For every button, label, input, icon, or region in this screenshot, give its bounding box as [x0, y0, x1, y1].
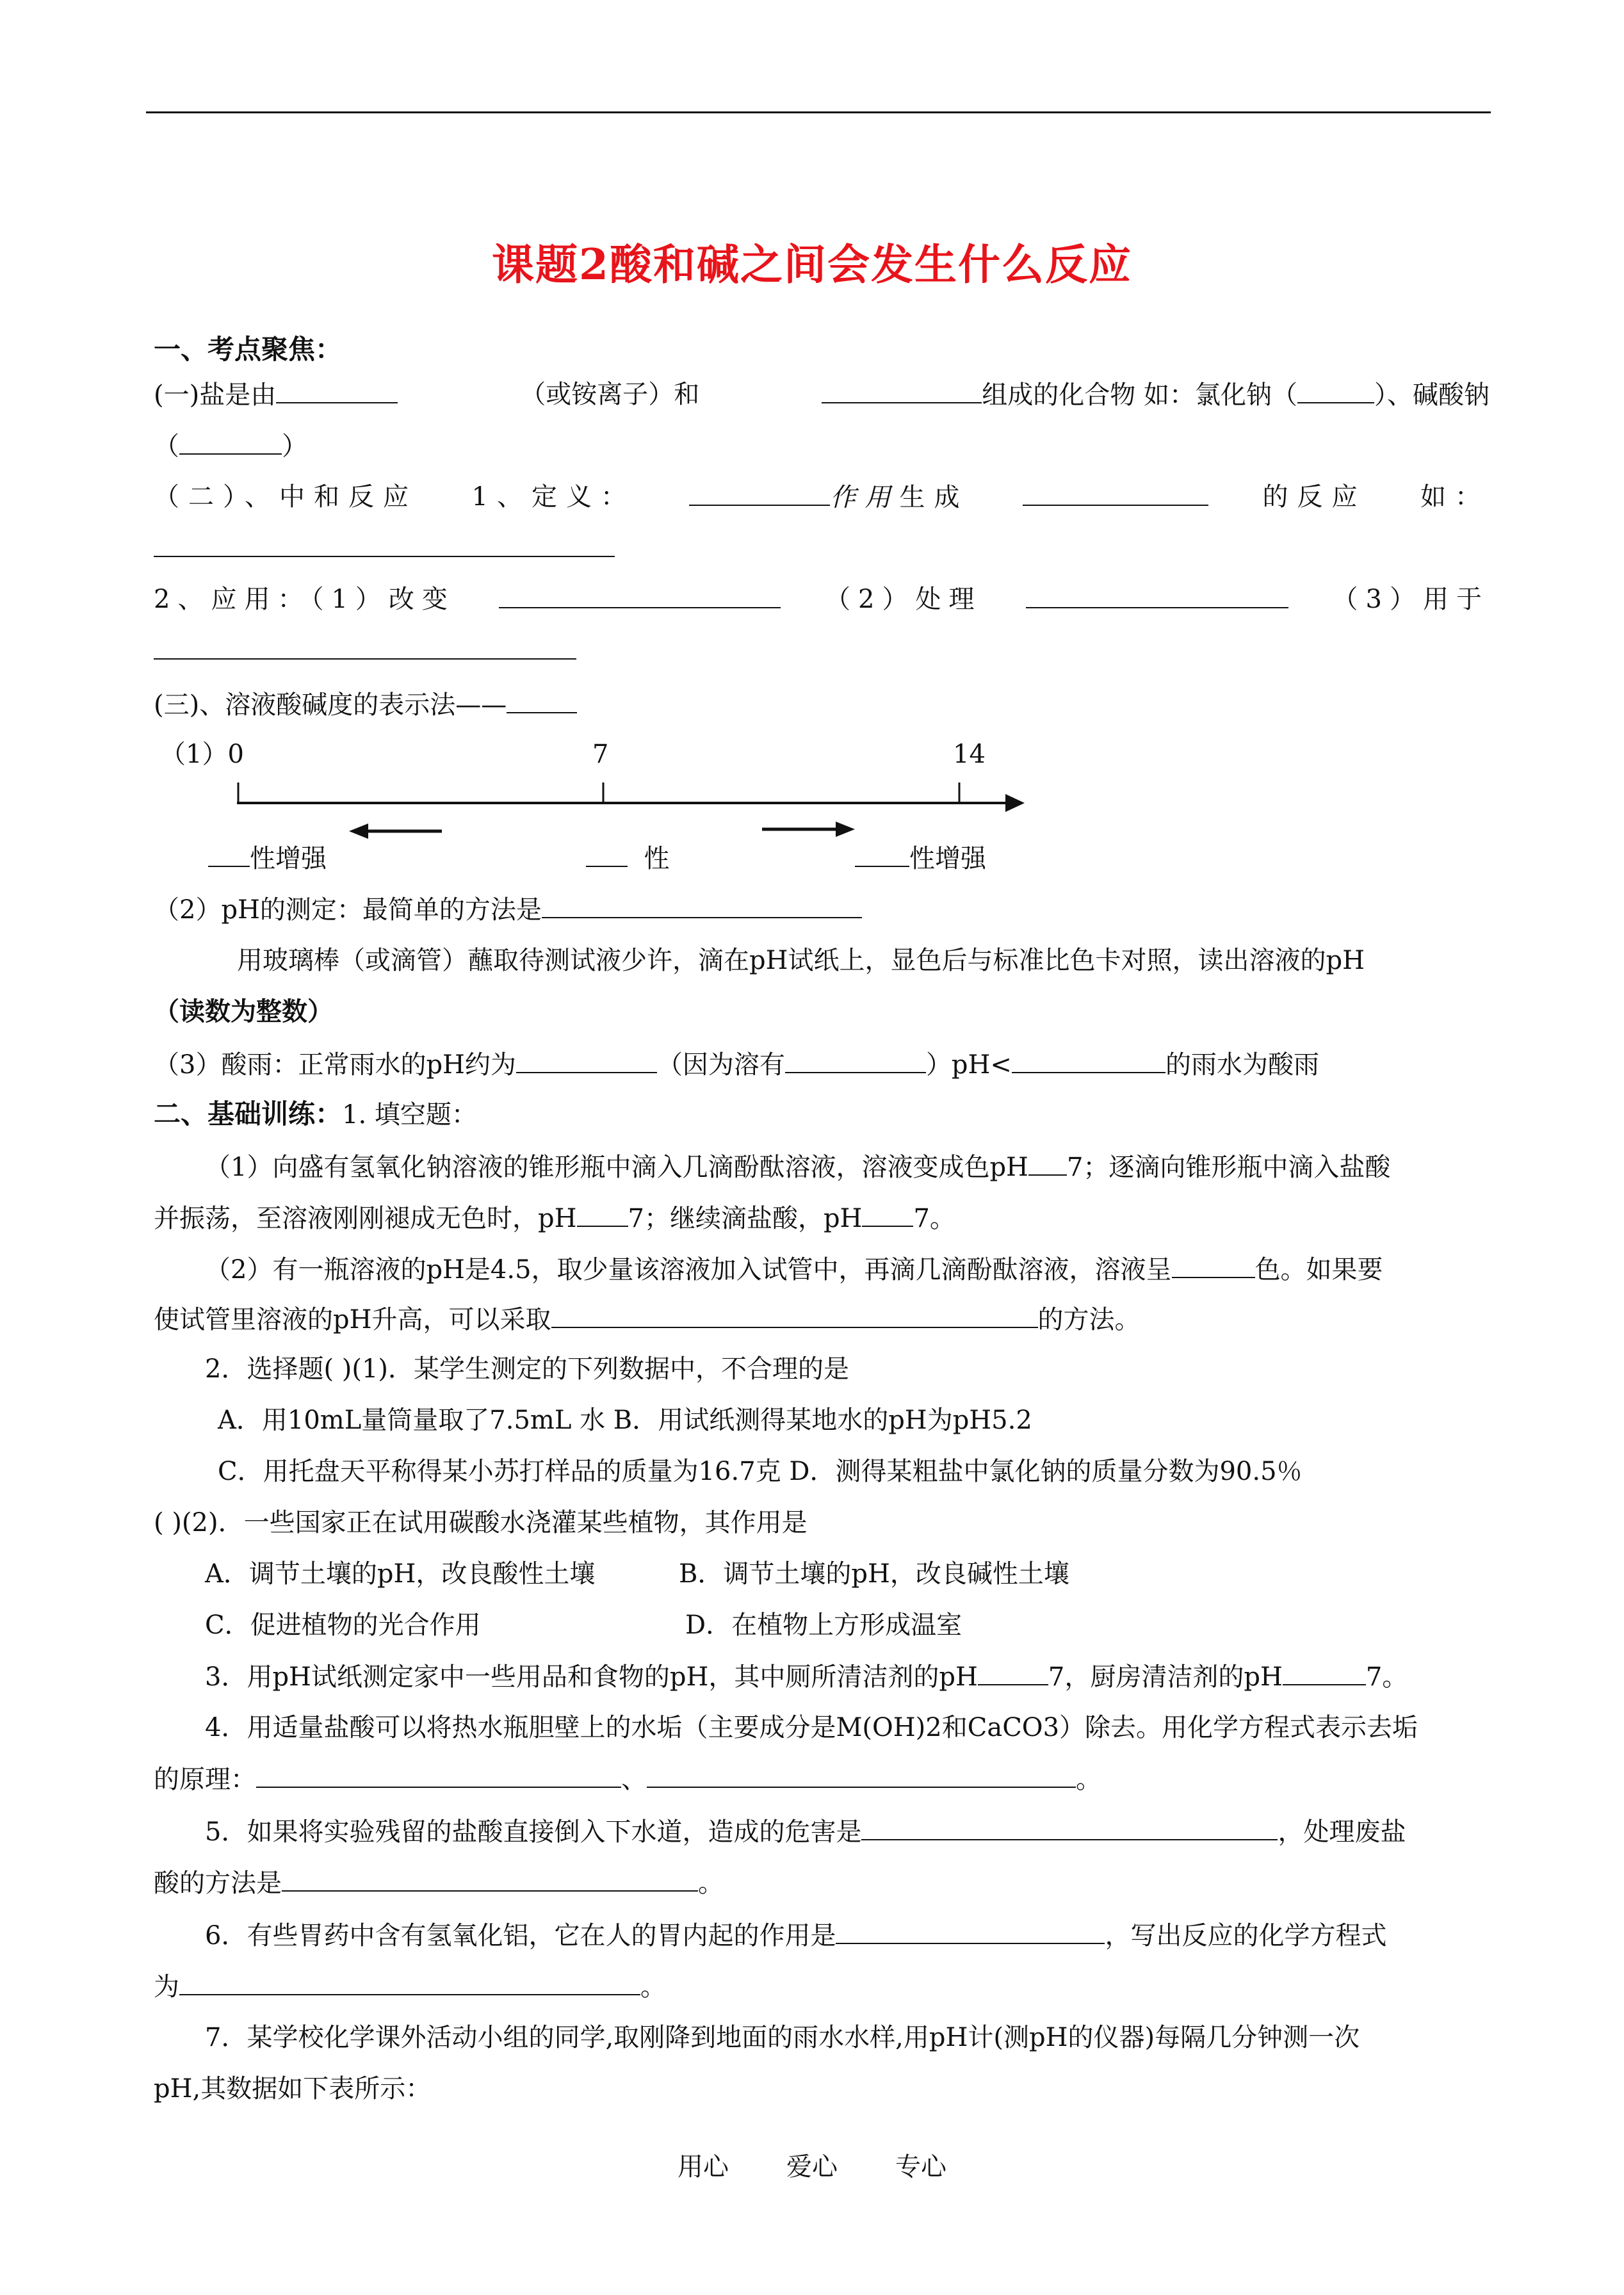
q2-1-options-cd: C．用托盘天平称得某小苏打样品的质量为16.7克 D．测得某粗盐中氯化钠的质量分数为90.5％ [218, 1457, 1303, 1486]
q4-line-2: 的原理： 、 。 [154, 1761, 1490, 1797]
q6-line-2: 为 。 [154, 1968, 1490, 2005]
ph-scale-diagram [0, 0, 1624, 896]
ph-note-line: （读数为整数） [154, 996, 333, 1026]
q4-line-1: 4．用适量盐酸可以将热水瓶胆壁上的水垢（主要成分是M(OH)2和CaCO3）除去。用化学方程式表示去垢 [205, 1713, 1418, 1742]
section-heading-2: 二、基础训练： [154, 1098, 343, 1130]
neutralization-definition: （二）、中和反应 1、定义： 作用生成 的反应 如： [154, 479, 1490, 515]
scale-label-14: 14 [953, 740, 986, 769]
q2-1-options-ab: A．用10mL量筒量取了7.5mL 水 B．用试纸测得某地水的pH为pH5.2 [218, 1406, 1032, 1435]
footer-item: 爱心 [786, 2152, 838, 2182]
scale-center-caption: 性 [586, 840, 1490, 877]
scale-label-0: （1）0 [160, 740, 244, 769]
q6-line-1: 6．有些胃药中含有氢氧化铝，它在人的胃内起的作用是 ，写出反应的化学方程式 [205, 1917, 1490, 1954]
footer-item: 用心 [678, 2152, 729, 2182]
section-heading-1: 一、考点聚焦： [154, 334, 343, 365]
q5-line-2: 酸的方法是 。 [154, 1865, 1490, 1901]
ph-representation-line: (三)、溶液酸碱度的表示法—— [154, 686, 1490, 723]
page-footer [0, 2146, 1624, 2183]
ph-method-line: 用玻璃棒（或滴管）蘸取待测试液少许，滴在pH试纸上，显色后与标准比色卡对照，读出溶液的pH [237, 946, 1365, 975]
q5-line-1: 5．如果将实验残留的盐酸直接倒入下水道，造成的危害是 ，处理废盐 [205, 1813, 1490, 1850]
page-title: 课题2酸和碱之间会发生什么反应 [492, 239, 1132, 289]
scale-left-caption: 性增强 [208, 840, 1490, 877]
q2-2-option-d: D．在植物上方形成温室 [685, 1610, 962, 1640]
footer-item: 专心 [895, 2152, 946, 2182]
salt-definition-line: (一)盐是由 （或铵离子）和 组成的化合物 如：氯化钠（ ）、碱酸钠 [154, 377, 1490, 413]
ph-measure-line: （2）pH的测定：最简单的方法是 [154, 891, 1490, 928]
q1-2-line-2: 使试管里溶液的pH升高，可以采取 的方法。 [154, 1301, 1490, 1338]
q7-line-1: 7．某学校化学课外活动小组的同学,取刚降到地面的雨水水样,用pH计(测pH的仪器)每隔几分钟测一次 [205, 2023, 1360, 2052]
q2-2-title: ( )(2)．一些国家正在试用碳酸水浇灌某些植物，其作用是 [154, 1508, 808, 1537]
q2-2-option-a: A．调节土壤的pH，改良酸性土壤 [205, 1559, 596, 1589]
scale-label-7: 7 [592, 740, 609, 769]
q2-2-option-b: B．调节土壤的pH，改良碱性土壤 [679, 1559, 1069, 1589]
q2-2-option-c: C．促进植物的光合作用 [205, 1610, 481, 1640]
q1-1-line-2: 并振荡，至溶液刚刚褪成无色时，pH 7；继续滴盐酸，pH 7。 [154, 1200, 1490, 1237]
acid-rain-line: （3）酸雨：正常雨水的pH约为 （因为溶有 ）pH< 的雨水为酸雨 [154, 1046, 1490, 1083]
q1-2-line-1: （2）有一瓶溶液的pH是4.5，取少量该溶液加入试管中，再滴几滴酚酞溶液，溶液呈 色。如果要 [205, 1251, 1490, 1288]
q2-title: 2．选择题( )(1)．某学生测定的下列数据中，不合理的是 [205, 1354, 850, 1384]
section-heading-2-line: 二、基础训练：1. 填空题： [154, 1098, 477, 1130]
q7-line-2: pH,其数据如下表所示： [154, 2074, 432, 2104]
q3-line: 3．用pH试纸测定家中一些用品和食物的pH，其中厕所清洁剂的pH 7，厨房清洁剂的pH 7。 [205, 1658, 1490, 1695]
salt-definition-line-2: （ ） [154, 428, 1490, 464]
q1-1-line-1: （1）向盛有氢氧化钠溶液的锥形瓶中滴入几滴酚酞溶液，溶液变成色pH 7；逐滴向锥形瓶中滴入盐酸 [205, 1149, 1490, 1185]
scale-right-caption: 性增强 [855, 840, 1490, 877]
applications-line: 2、应用：（1）改变 （2）处理 （3）用于 [154, 581, 1490, 617]
